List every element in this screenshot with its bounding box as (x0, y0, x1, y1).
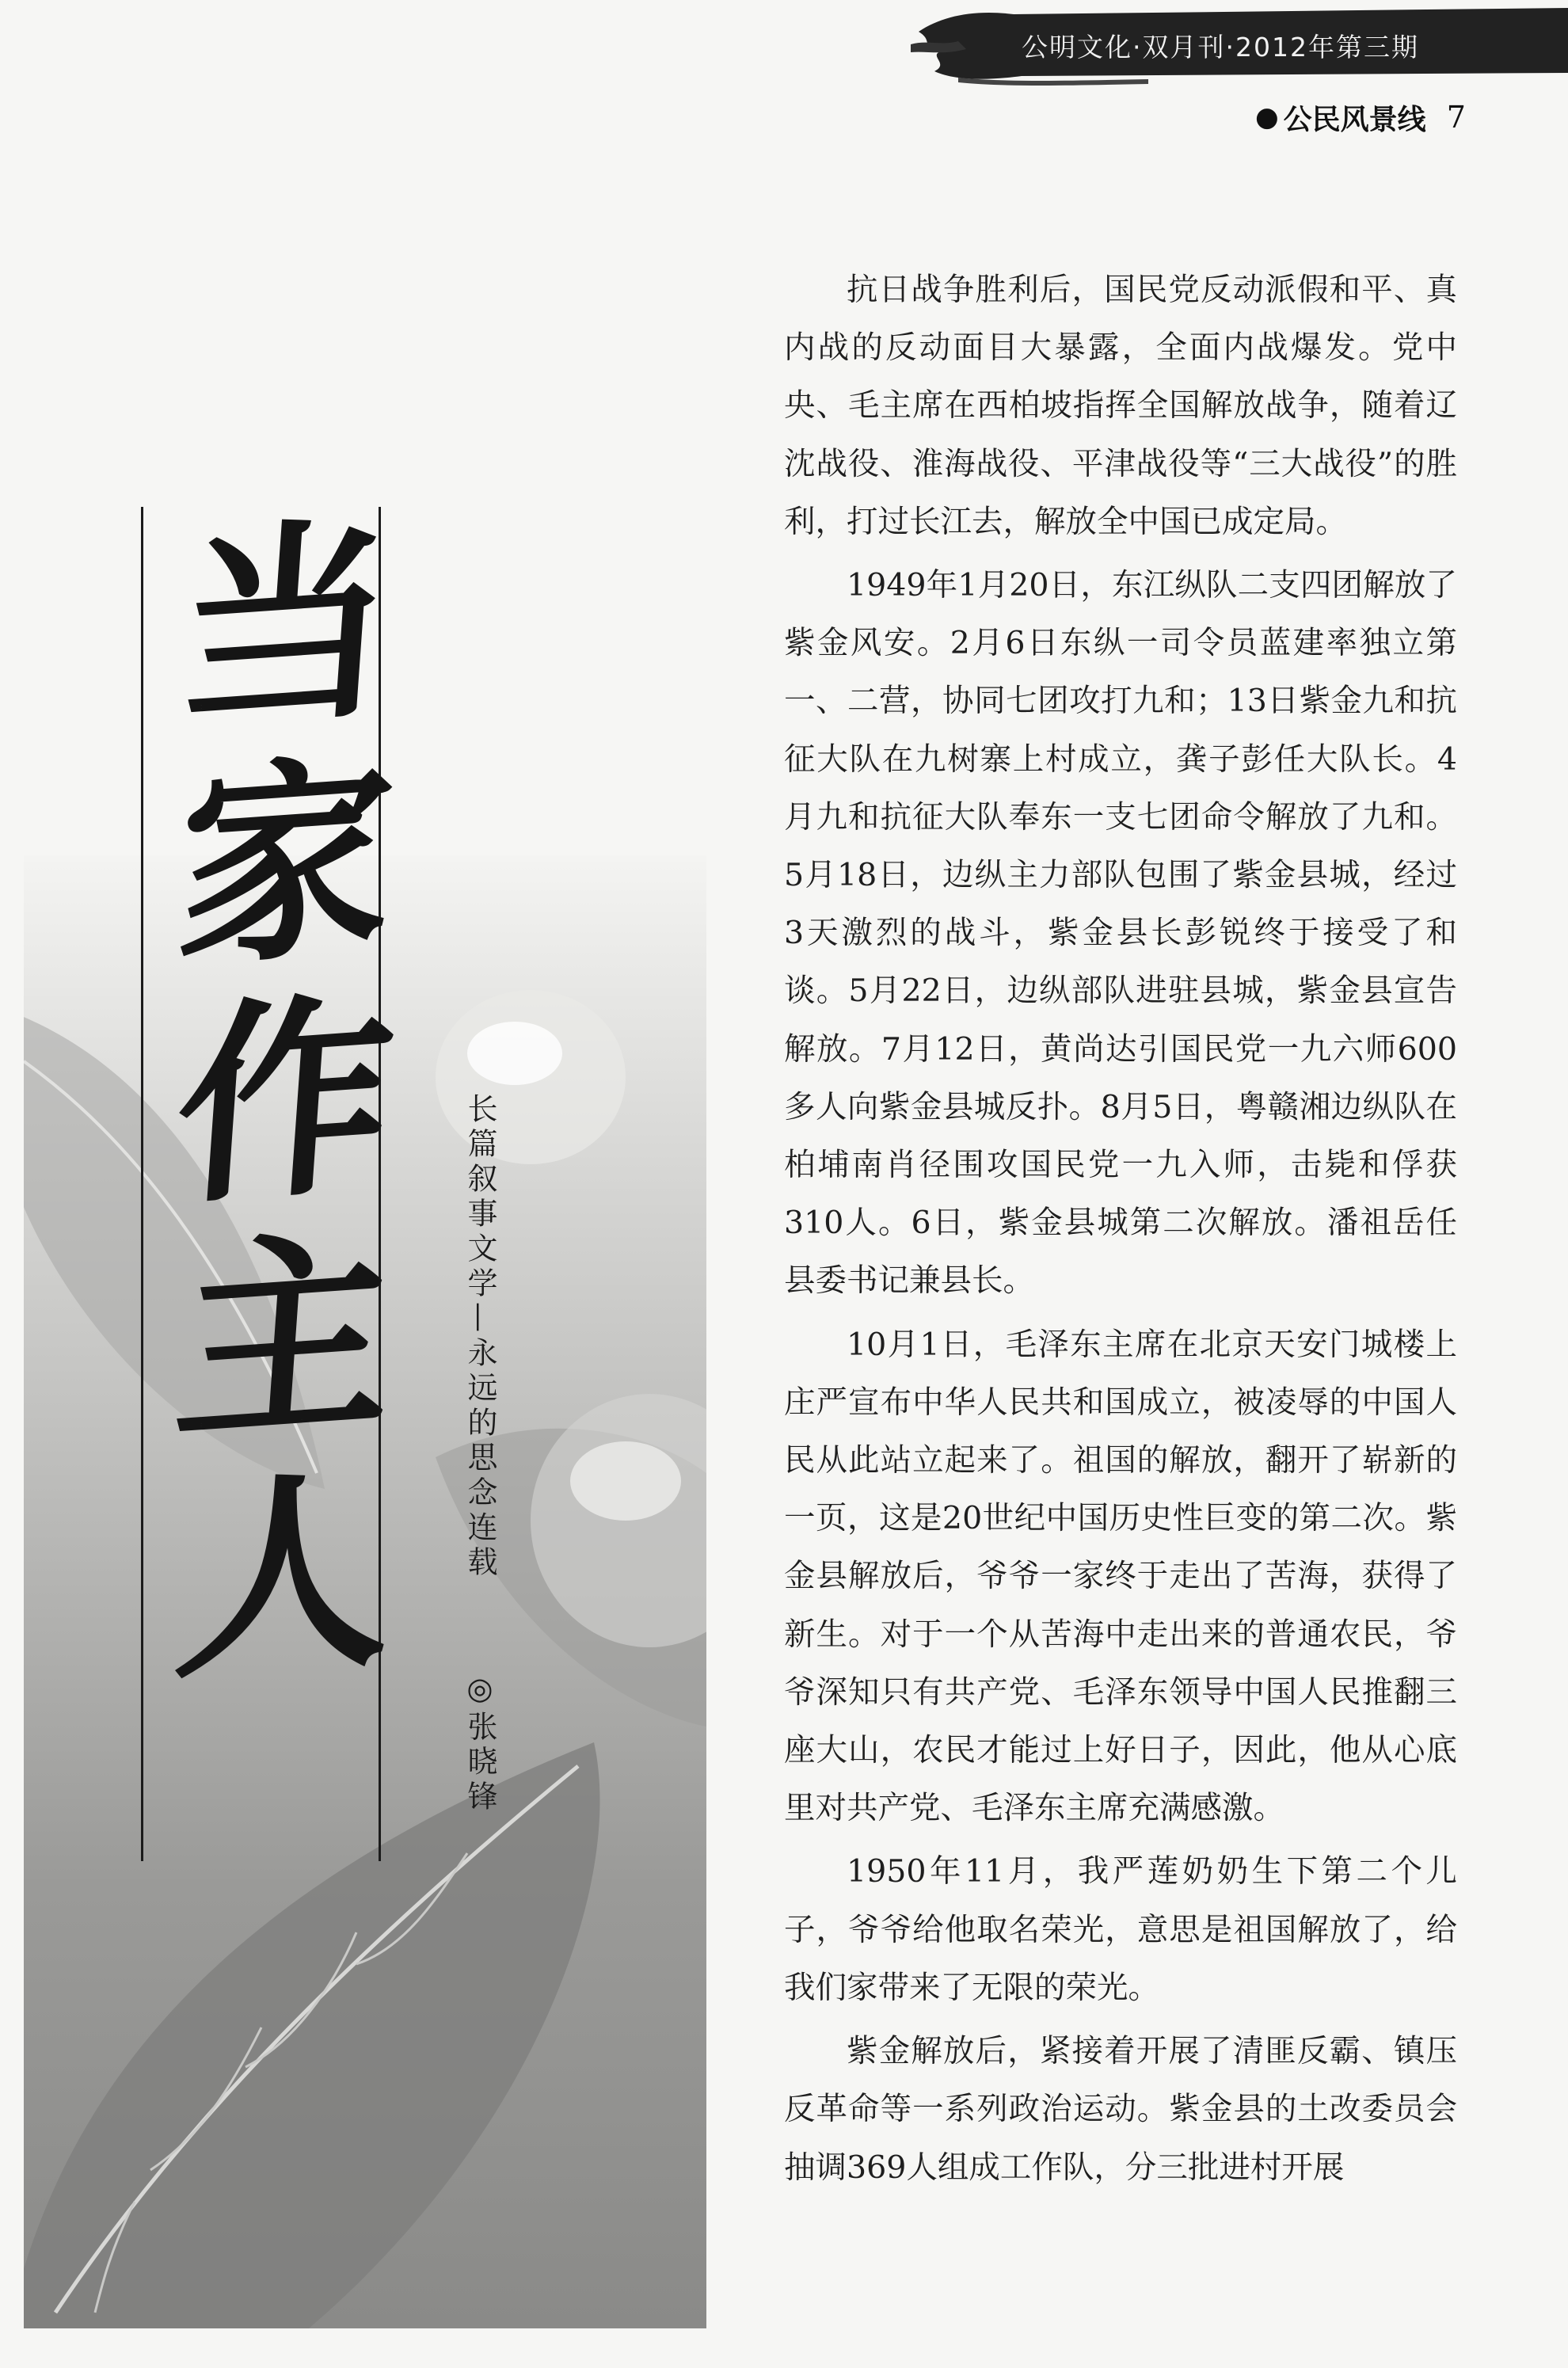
journal-title: 公明文化·双月刊·2012年第三期 (1022, 32, 1419, 63)
article-paragraph: 抗日战争胜利后，国民党反动派假和平、真内战的反动面目大暴露，全面内战爆发。党中央、毛主席在西柏坡指挥全国解放战争，随着辽沈战役、淮海战役、平津战役等“三大战役”的胜利，打过长江去，解放全中国已成定局。 (784, 272, 1457, 540)
author-byline: ◎张晓锋 (462, 1671, 497, 1815)
article-paragraph: 1950年11月，我严莲奶奶生下第二个儿子，爷爷给他取名荣光，意思是祖国解放了，给我们家带来了无限的荣光。 (784, 1853, 1457, 2006)
article-paragraph: 1949年1月20日，东江纵队二支四团解放了紫金风安。2月6日东纵一司令员蓝建率独立第一、二营，协同七团攻打九和；13日紫金九和抗征大队在九树寨上村成立，龚子彭任大队长。4月九和抗征大队奉东一支七团命令解放了九和。5月18日，边纵主力部队包围了紫金县城，经过3天激烈的战斗，紫金县长彭锐终于接受了和谈。5月22日，边纵部队进驻县城，紫金县宣告解放。7月12日，黄尚达引国民党一九六师600多人向紫金县城反扑。8月5日，粤赣湘边纵队在柏埔南肖径围攻国民党一九入师，击毙和俘获310人。6日，紫金县城第二次解放。潘祖岳任县委书记兼县长。 (784, 567, 1457, 1300)
article-paragraph: 紫金解放后，紧接着开展了清匪反霸、镇压反革命等一系列政治运动。紫金县的土改委员会抽调369人组成工作队，分三批进村开展 (784, 2033, 1457, 2186)
section-name: 公民风景线 (1283, 103, 1426, 136)
article-paragraph: 10月1日，毛泽东主席在北京天安门城楼上庄严宣布中华人民共和国成立，被凌辱的中国人民从此站立起来了。祖国的解放，翻开了崭新的一页，这是20世纪中国历史性巨变的第二次。紫金县解放后，爷爷一家终于走出了苦海，获得了新生。对于一个从苦海中走出来的普通农民，爷爷深知只有共产党、毛泽东领导中国人民推翻三座大山，农民才能过上好日子，因此，他从心底里对共产党、毛泽东主席充满感激。 (784, 1326, 1457, 1827)
title-char: 作 (168, 967, 402, 1235)
title-rule-left (141, 507, 143, 1861)
title-char: 家 (168, 729, 402, 997)
page-number: 7 (1446, 100, 1466, 135)
series-subtitle: 长篇叙事文学—永远的思念连载 (462, 1093, 497, 1581)
section-header (1255, 93, 1540, 141)
title-char: 人 (168, 1442, 402, 1710)
bullet-icon: ● (1255, 101, 1279, 133)
title-char: 主 (168, 1205, 402, 1472)
title-char: 当 (168, 492, 402, 760)
article-body (784, 261, 1457, 2202)
calligraphy-title (158, 492, 412, 1710)
